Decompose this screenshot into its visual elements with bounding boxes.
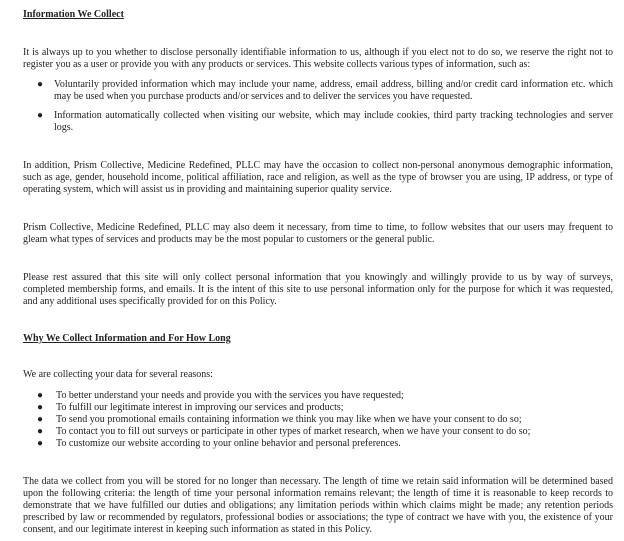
list-item: ● To customize our website according to your online behavior and personal preferences. [37, 438, 401, 449]
section-heading-information-we-collect: Information We Collect [23, 9, 124, 20]
data-retention-paragraph: The data we collect from you will be stored for no longer than necessary. The length of time we retain said information will be determined based upon the following criteria: the length of time your personal information remains relevant; the length of time it is reasonable to keep records to demonstrate that we have fulfilled our duties and obligations; any limitation periods within which claims might be made; any retention periods prescribed by law or recommended by regulators, professional bodies or associations; the type of contract we have with you, the existence of your consent, and our legitimate interest in keeping such information as stated in this Policy. [23, 476, 613, 535]
bullet-icon: ● [37, 402, 44, 413]
bullet-icon: ● [37, 438, 44, 449]
policy-document [23, 8, 613, 536]
list-item: ● Information automatically collected when visiting our website, which may include cookies, third party tracking technologies and server logs. [37, 110, 613, 133]
section2-intro-paragraph: We are collecting your data for several reasons: [23, 369, 213, 380]
demographic-info-paragraph: In addition, Prism Collective, Medicine Redefined, PLLC may have the occasion to collect non-personal anonymous demographic information, such as age, gender, household income, political affiliation, race and religion, as well as the type of browser you are using, IP address, or type of operating system, which will assist us in providing and maintaining superior quality service. [23, 160, 613, 195]
list-item: ● To contact you to fill out surveys or participate in other types of market research, when we have your consent to do so; [37, 426, 531, 437]
section1-intro-paragraph: It is always up to you whether to disclose personally identifiable information to us, although if you elect not to do so, we reserve the right not to register you as a user or provide you with any products or services. This website collects various types of information, such as: [23, 47, 613, 70]
list-item: ● To send you promotional emails containing information we think you may like when we have your consent to do so; [37, 414, 522, 425]
collected-info-list [23, 79, 613, 134]
bullet-icon: ● [37, 390, 44, 401]
bullet-icon: ● [37, 414, 44, 425]
list-item: ● To better understand your needs and provide you with the services you have requested; [37, 390, 404, 401]
list-item: ● Voluntarily provided information which may include your name, address, email address, billing and/or credit card information etc. which may be used when you purchase products and/or services and to deliver the services you have requested. [37, 79, 613, 102]
list-item: ● To fulfill our legitimate interest in improving our services and products; [37, 402, 344, 413]
bullet-icon: ● [37, 110, 44, 121]
section-heading-why-we-collect: Why We Collect Information and For How Long [23, 333, 231, 344]
collection-reasons-list [23, 390, 613, 450]
website-following-paragraph: Prism Collective, Medicine Redefined, PLLC may also deem it necessary, from time to time, to follow websites that our users may frequent to gleam what types of services and products may be the most popular to customers or the general public. [23, 222, 613, 245]
bullet-icon: ● [37, 426, 44, 437]
bullet-icon: ● [37, 79, 44, 90]
assurance-paragraph: Please rest assured that this site will only collect personal information that you knowingly and willingly provide to us by way of surveys, completed membership forms, and emails. It is the intent of this site to use personal information only for the purpose for which it was requested, and any additional uses specifically provided for on this Policy. [23, 272, 613, 307]
